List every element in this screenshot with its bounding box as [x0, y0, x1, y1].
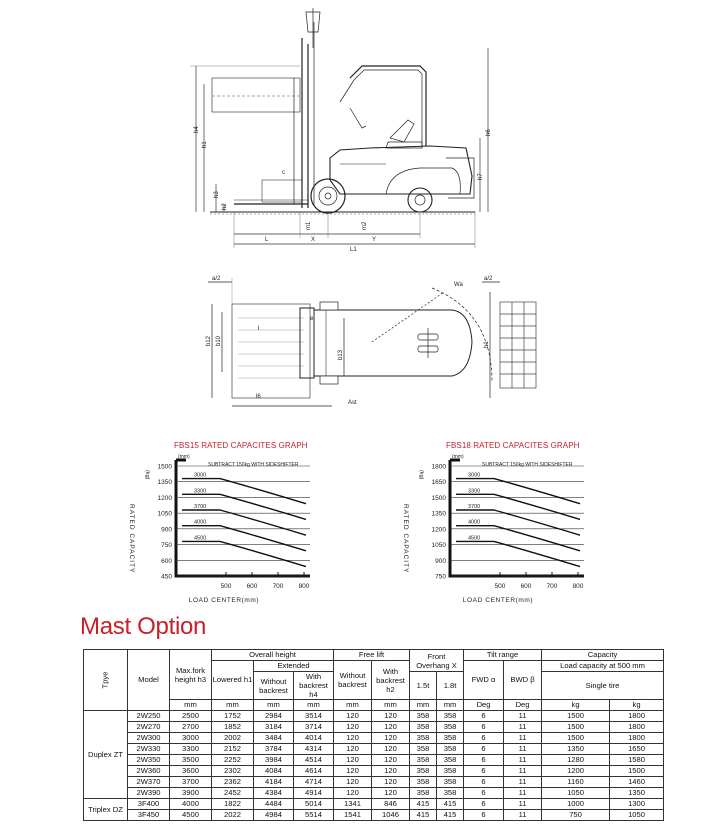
- value-cell: 358: [410, 711, 437, 722]
- header-lowered: Lowered h1: [212, 661, 254, 700]
- value-cell: 11: [504, 711, 542, 722]
- header-overall-height: Overall height: [212, 650, 334, 661]
- graph-height-label: 4500: [468, 535, 481, 542]
- header-front-overhang: Front Overhang X: [410, 650, 464, 672]
- value-cell: 1200: [542, 766, 610, 777]
- value-cell: 1460: [610, 777, 664, 788]
- value-cell: 120: [372, 777, 410, 788]
- header-fo-15: 1.5t: [410, 672, 437, 700]
- mast-option-title: Mast Option: [80, 613, 207, 640]
- graph-y-tick-label: 750: [161, 542, 172, 550]
- value-cell: 358: [410, 788, 437, 799]
- header-model: Model: [128, 650, 170, 711]
- table-row: [84, 744, 664, 755]
- header-type: Tpye: [84, 650, 128, 711]
- table-row: [84, 799, 664, 810]
- model-cell: 3F400: [128, 799, 170, 810]
- value-cell: 1500: [542, 711, 610, 722]
- unit-cell: mm: [212, 700, 254, 711]
- value-cell: 120: [372, 788, 410, 799]
- graph-y-tick-label: 1050: [157, 510, 172, 518]
- value-cell: 1800: [610, 722, 664, 733]
- dim-L1: L1: [350, 247, 357, 253]
- graph-x-tick-label: 600: [246, 583, 258, 590]
- dim-l6: l6: [256, 394, 261, 400]
- graph-unit-mm: (mm): [178, 454, 190, 460]
- value-cell: 2984: [254, 711, 294, 722]
- value-cell: 1752: [212, 711, 254, 722]
- mast-option-table: [83, 649, 664, 821]
- unit-cell: kg: [610, 700, 664, 711]
- graph-height-label: 4000: [468, 519, 481, 526]
- value-cell: 3000: [170, 733, 212, 744]
- value-cell: 1350: [542, 744, 610, 755]
- value-cell: 3300: [170, 744, 212, 755]
- value-cell: 4984: [254, 810, 294, 821]
- value-cell: 1800: [610, 711, 664, 722]
- value-cell: 4514: [294, 755, 334, 766]
- value-cell: 2452: [212, 788, 254, 799]
- type-cell: Triplex DZ: [84, 799, 128, 821]
- dim-L: L: [265, 237, 269, 243]
- value-cell: 1580: [610, 755, 664, 766]
- model-cell: 2W300: [128, 733, 170, 744]
- value-cell: 4614: [294, 766, 334, 777]
- graph-x-tick-label: 700: [546, 583, 558, 590]
- graph-y-tick-label: 1350: [431, 510, 446, 518]
- header-without-backrest: Without backrest: [254, 672, 294, 700]
- value-cell: 3514: [294, 711, 334, 722]
- graph-unit-kg: (kg): [418, 470, 424, 480]
- graph-height-label: 3300: [468, 488, 481, 495]
- value-cell: 1160: [542, 777, 610, 788]
- value-cell: 4084: [254, 766, 294, 777]
- header-single-tire: Single tire: [542, 672, 664, 700]
- header-free-lift: Free lift: [334, 650, 410, 661]
- value-cell: 11: [504, 799, 542, 810]
- header-tilt-range: Tilt range: [464, 650, 542, 661]
- dim-m2: m2: [362, 221, 368, 230]
- value-cell: 4484: [254, 799, 294, 810]
- value-cell: 2152: [212, 744, 254, 755]
- dim-h6: h6: [486, 129, 492, 136]
- value-cell: 3484: [254, 733, 294, 744]
- value-cell: 1280: [542, 755, 610, 766]
- dim-h1: h1: [202, 141, 208, 148]
- value-cell: 1341: [334, 799, 372, 810]
- value-cell: 11: [504, 755, 542, 766]
- table-row: [84, 766, 664, 777]
- header-with-backrest: With backrest h4: [294, 672, 334, 700]
- header-cap-sub: Load capacity at 500 mm: [542, 661, 664, 672]
- graph-x-tick-label: 500: [220, 583, 232, 590]
- value-cell: 415: [437, 799, 464, 810]
- value-cell: 4184: [254, 777, 294, 788]
- dim-a2-left: a/2: [212, 276, 221, 282]
- dim-h3: h3: [214, 191, 220, 198]
- graph-x-axis-label: LOAD CENTER(mm): [188, 597, 260, 604]
- value-cell: 415: [437, 810, 464, 821]
- graph-y-tick-label: 1200: [431, 526, 446, 534]
- value-cell: 3900: [170, 788, 212, 799]
- value-cell: 4500: [170, 810, 212, 821]
- dim-b10: b10: [216, 335, 222, 346]
- dim-a2-right: a/2: [484, 276, 493, 282]
- table-row: [84, 711, 664, 722]
- graph-y-tick-label: 600: [161, 557, 172, 565]
- value-cell: 3984: [254, 755, 294, 766]
- dim-X: X: [311, 237, 316, 243]
- value-cell: 120: [372, 766, 410, 777]
- graph-x-axis-label: LOAD CENTER(mm): [462, 597, 534, 604]
- dim-h2: h2: [222, 203, 228, 210]
- graph2-title: FBS18 RATED CAPACITES GRAPH: [446, 441, 580, 450]
- value-cell: 120: [334, 777, 372, 788]
- graph-height-label: 3300: [194, 488, 207, 495]
- graph-y-tick-label: 900: [161, 526, 172, 534]
- value-cell: 2002: [212, 733, 254, 744]
- header-fl-without: Without backrest: [334, 661, 372, 700]
- value-cell: 3600: [170, 766, 212, 777]
- header-fo-18: 1.8t: [437, 672, 464, 700]
- value-cell: 846: [372, 799, 410, 810]
- model-cell: 2W330: [128, 744, 170, 755]
- model-cell: 2W360: [128, 766, 170, 777]
- unit-cell: mm: [294, 700, 334, 711]
- value-cell: 358: [410, 733, 437, 744]
- unit-cell: mm: [334, 700, 372, 711]
- value-cell: 1541: [334, 810, 372, 821]
- header-bwd: BWD β: [504, 661, 542, 700]
- model-cell: 3F450: [128, 810, 170, 821]
- unit-cell: Deg: [504, 700, 542, 711]
- graph-note: SUBTRACT 150kg WITH SIDESHIFTER: [482, 462, 573, 468]
- model-cell: 2W390: [128, 788, 170, 799]
- value-cell: 358: [410, 755, 437, 766]
- graph-y-tick-label: 1050: [431, 542, 446, 550]
- value-cell: 120: [334, 788, 372, 799]
- unit-cell: mm: [437, 700, 464, 711]
- value-cell: 1650: [610, 744, 664, 755]
- table-row: [84, 755, 664, 766]
- value-cell: 2252: [212, 755, 254, 766]
- graph-x-tick-label: 600: [520, 583, 532, 590]
- value-cell: 6: [464, 755, 504, 766]
- value-cell: 11: [504, 722, 542, 733]
- dim-b13: b13: [338, 349, 344, 360]
- value-cell: 3700: [170, 777, 212, 788]
- value-cell: 2022: [212, 810, 254, 821]
- value-cell: 358: [410, 722, 437, 733]
- header-fwd: FWD α: [464, 661, 504, 700]
- graph-y-tick-label: 1500: [157, 463, 172, 471]
- unit-cell: kg: [542, 700, 610, 711]
- unit-cell: mm: [254, 700, 294, 711]
- dim-Y: Y: [372, 237, 377, 243]
- graph-y-tick-label: 1200: [157, 494, 172, 502]
- unit-cell: mm: [410, 700, 437, 711]
- value-cell: 358: [437, 788, 464, 799]
- graph-x-tick-label: 500: [494, 583, 506, 590]
- graph-height-label: 3000: [468, 472, 481, 479]
- value-cell: 120: [334, 744, 372, 755]
- forklift-side-view-drawing: [190, 8, 510, 258]
- value-cell: 6: [464, 777, 504, 788]
- header-capacity: Capacity: [542, 650, 664, 661]
- value-cell: 120: [334, 766, 372, 777]
- graph-y-axis-label: RATED CAPACITY: [402, 504, 409, 574]
- model-cell: 2W370: [128, 777, 170, 788]
- dim-c: c: [282, 170, 285, 176]
- value-cell: 4384: [254, 788, 294, 799]
- header-fl-with: With backrest h2: [372, 661, 410, 700]
- value-cell: 6: [464, 799, 504, 810]
- value-cell: 11: [504, 766, 542, 777]
- table-row: [84, 777, 664, 788]
- value-cell: 6: [464, 711, 504, 722]
- value-cell: 358: [437, 711, 464, 722]
- table-row: [84, 810, 664, 821]
- graph-y-axis-label: RATED CAPACITY: [128, 504, 135, 574]
- dim-h4: h4: [194, 126, 200, 133]
- graph-y-tick-label: 900: [435, 557, 446, 565]
- value-cell: 3714: [294, 722, 334, 733]
- value-cell: 6: [464, 744, 504, 755]
- graph-y-tick-label: 1800: [431, 463, 446, 471]
- graph-height-label: 4000: [194, 519, 207, 526]
- value-cell: 1822: [212, 799, 254, 810]
- unit-cell: mm: [372, 700, 410, 711]
- value-cell: 750: [542, 810, 610, 821]
- value-cell: 6: [464, 766, 504, 777]
- graph-y-tick-label: 1500: [431, 494, 446, 502]
- dim-wa: Wa: [454, 282, 463, 288]
- graph-unit-mm: (mm): [452, 454, 464, 460]
- graph2-capacity-chart: [394, 452, 594, 607]
- value-cell: 2302: [212, 766, 254, 777]
- graph-y-tick-label: 1350: [157, 479, 172, 487]
- value-cell: 1000: [542, 799, 610, 810]
- value-cell: 120: [334, 755, 372, 766]
- value-cell: 358: [437, 766, 464, 777]
- model-cell: 2W250: [128, 711, 170, 722]
- value-cell: 1350: [610, 788, 664, 799]
- value-cell: 358: [410, 766, 437, 777]
- header-max-fork: Max.fork height h3: [170, 650, 212, 700]
- dim-b12: b12: [206, 335, 212, 346]
- value-cell: 6: [464, 722, 504, 733]
- unit-cell: mm: [170, 700, 212, 711]
- dim-h7: h7: [478, 173, 484, 180]
- value-cell: 415: [410, 799, 437, 810]
- value-cell: 120: [372, 744, 410, 755]
- value-cell: 11: [504, 788, 542, 799]
- graph-note: SUBTRACT 150kg WITH SIDESHIFTER: [208, 462, 299, 468]
- type-cell: Duplex ZT: [84, 711, 128, 799]
- header-extended: Extended: [254, 661, 334, 672]
- value-cell: 358: [410, 744, 437, 755]
- value-cell: 11: [504, 810, 542, 821]
- value-cell: 1800: [610, 733, 664, 744]
- value-cell: 2700: [170, 722, 212, 733]
- table-row: [84, 733, 664, 744]
- value-cell: 11: [504, 733, 542, 744]
- value-cell: 6: [464, 788, 504, 799]
- value-cell: 1046: [372, 810, 410, 821]
- dim-ast: Ast: [348, 400, 357, 406]
- value-cell: 1500: [610, 766, 664, 777]
- value-cell: 4914: [294, 788, 334, 799]
- value-cell: 120: [334, 722, 372, 733]
- value-cell: 4014: [294, 733, 334, 744]
- graph1-capacity-chart: [120, 452, 320, 607]
- value-cell: 11: [504, 777, 542, 788]
- value-cell: 120: [372, 755, 410, 766]
- value-cell: 1050: [542, 788, 610, 799]
- value-cell: 120: [372, 733, 410, 744]
- graph-unit-kg: (kg): [144, 470, 150, 480]
- value-cell: 6: [464, 810, 504, 821]
- graph-x-tick-label: 800: [572, 583, 584, 590]
- value-cell: 3500: [170, 755, 212, 766]
- graph-height-label: 3700: [194, 504, 207, 510]
- value-cell: 120: [334, 733, 372, 744]
- graph-x-tick-label: 800: [298, 583, 310, 590]
- model-cell: 2W350: [128, 755, 170, 766]
- value-cell: 358: [437, 722, 464, 733]
- value-cell: 120: [334, 711, 372, 722]
- value-cell: 4000: [170, 799, 212, 810]
- value-cell: 358: [437, 755, 464, 766]
- dim-b1: b1: [484, 341, 490, 348]
- value-cell: 1500: [542, 722, 610, 733]
- graph-height-label: 4500: [194, 535, 207, 542]
- value-cell: 3784: [254, 744, 294, 755]
- graph-y-tick-label: 1650: [431, 479, 446, 487]
- value-cell: 120: [372, 722, 410, 733]
- value-cell: 2362: [212, 777, 254, 788]
- value-cell: 358: [437, 777, 464, 788]
- value-cell: 3184: [254, 722, 294, 733]
- value-cell: 5014: [294, 799, 334, 810]
- value-cell: 4714: [294, 777, 334, 788]
- dim-m1: m1: [306, 221, 312, 230]
- value-cell: 1500: [542, 733, 610, 744]
- graph-x-tick-label: 700: [272, 583, 284, 590]
- graph-y-tick-label: 750: [435, 573, 446, 581]
- value-cell: 6: [464, 733, 504, 744]
- value-cell: 1300: [610, 799, 664, 810]
- value-cell: 358: [437, 744, 464, 755]
- value-cell: 5514: [294, 810, 334, 821]
- value-cell: 358: [410, 777, 437, 788]
- dim-e: e: [310, 316, 314, 322]
- value-cell: 11: [504, 744, 542, 755]
- graph-height-label: 3000: [194, 472, 207, 479]
- graph1-title: FBS15 RATED CAPACITES GRAPH: [174, 441, 308, 450]
- value-cell: 1050: [610, 810, 664, 821]
- value-cell: 4314: [294, 744, 334, 755]
- value-cell: 415: [410, 810, 437, 821]
- unit-cell: Deg: [464, 700, 504, 711]
- value-cell: 358: [437, 733, 464, 744]
- value-cell: 2500: [170, 711, 212, 722]
- forklift-plan-view-drawing: [192, 272, 542, 414]
- graph-height-label: 3700: [468, 504, 481, 510]
- model-cell: 2W270: [128, 722, 170, 733]
- table-row: [84, 788, 664, 799]
- value-cell: 120: [372, 711, 410, 722]
- dim-l: l: [258, 326, 260, 332]
- table-row: [84, 722, 664, 733]
- value-cell: 1852: [212, 722, 254, 733]
- graph-y-tick-label: 450: [161, 573, 172, 581]
